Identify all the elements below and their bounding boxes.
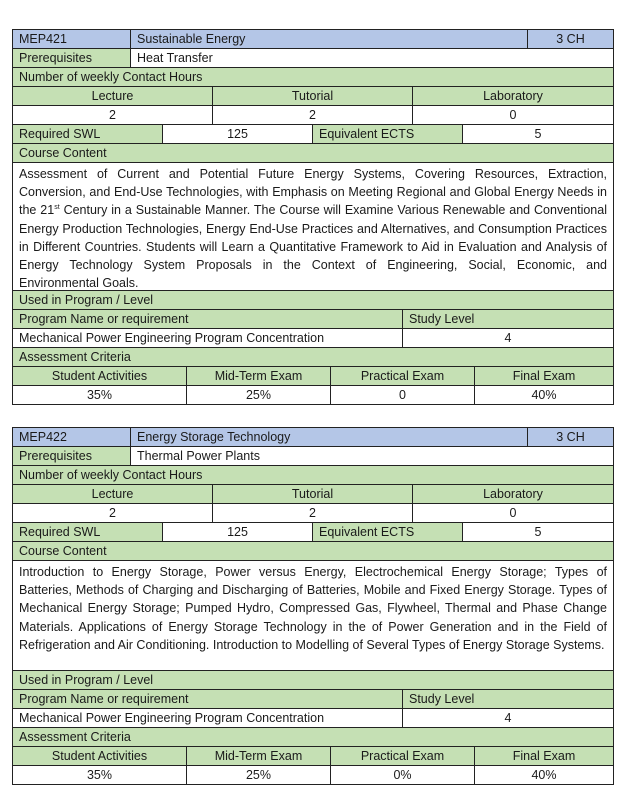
course-title: Energy Storage Technology xyxy=(131,428,528,446)
weight-student-activities: 35% xyxy=(13,766,187,784)
program-name-label: Program Name or requirement xyxy=(13,690,403,708)
criterion-midterm: Mid-Term Exam xyxy=(187,747,331,765)
weight-student-activities: 35% xyxy=(13,386,187,404)
program-values-row xyxy=(13,709,613,728)
lecture-label: Lecture xyxy=(13,87,213,105)
criterion-student-activities: Student Activities xyxy=(13,367,187,385)
used-in-program-label: Used in Program / Level xyxy=(19,293,154,307)
prerequisites-row xyxy=(13,447,613,466)
prerequisites-label: Prerequisites xyxy=(13,447,131,465)
swl-value: 125 xyxy=(163,125,313,143)
laboratory-label: Laboratory xyxy=(483,89,543,103)
criterion-midterm: Mid-Term Exam xyxy=(187,367,331,385)
used-in-program-header xyxy=(13,671,613,690)
contact-hours-label: Number of weekly Contact Hours xyxy=(19,468,203,482)
program-name: Mechanical Power Engineering Program Concentration xyxy=(13,329,403,347)
course-content-header xyxy=(13,542,613,561)
course-header-row xyxy=(13,428,613,447)
ects-label: Equivalent ECTS xyxy=(313,523,463,541)
contact-hours-labels-row xyxy=(13,87,613,106)
weight-final: 40% xyxy=(531,768,557,782)
lecture-hours: 2 xyxy=(13,106,213,124)
course-table-mep422 xyxy=(12,427,614,785)
criterion-practical: Practical Exam xyxy=(331,747,475,765)
course-code: MEP421 xyxy=(13,30,131,48)
contact-hours-label: Number of weekly Contact Hours xyxy=(19,70,203,84)
assessment-weights-row xyxy=(13,386,613,405)
course-title: Sustainable Energy xyxy=(131,30,528,48)
content-part-1: Introduction to Energy Storage, Power versus Energy, Electrochemical Energy Storage; Types of Batteries, Methods of Charging and Discharging of Batteries, Mobile and Fixed Energy Storage. Types of Mechanical Energy Storage; Pumped Hydro, Compressed Gas, Flywheel, Thermal and Phase Change Materials. Applications of Energy Storage Technology in the of Power Generation and in the Field of Refrigeration and Air Conditioning. Introduction to Modelling of Several Types of Energy Storage Systems. xyxy=(19,565,607,652)
contact-hours-values-row xyxy=(13,106,613,125)
ects-label: Equivalent ECTS xyxy=(313,125,463,143)
content-part-2: Century in a Sustainable Manner. The Course will Examine Various Renewable and Conventional Energy Production Technologies, Energy End-Use Practices and Alternatives, and Consumption Practices in Different Countries. Students will Learn a Quantitative Framework to Aid in Evaluation and Analysis of Energy Technology System Proposals in the Context of Engineering, Social, Economic, and Environmental Goals. xyxy=(19,203,607,291)
prerequisites-value: Heat Transfer xyxy=(131,49,613,67)
contact-hours-header xyxy=(13,68,613,87)
ects-value: 5 xyxy=(463,523,613,541)
course-content-label: Course Content xyxy=(19,146,107,160)
criterion-practical: Practical Exam xyxy=(331,367,475,385)
weight-midterm: 25% xyxy=(187,766,331,784)
assessment-label: Assessment Criteria xyxy=(19,730,131,744)
ects-value: 5 xyxy=(463,125,613,143)
criterion-student-activities: Student Activities xyxy=(13,747,187,765)
course-content-text xyxy=(13,163,613,291)
course-content-label: Course Content xyxy=(19,544,107,558)
lecture-label: Lecture xyxy=(13,485,213,503)
course-content-text xyxy=(13,561,613,671)
content-superscript: st xyxy=(54,204,60,212)
tutorial-hours: 2 xyxy=(213,106,413,124)
laboratory-hours: 0 xyxy=(509,108,517,122)
contact-hours-header xyxy=(13,466,613,485)
weight-practical: 0% xyxy=(331,766,475,784)
course-content-header xyxy=(13,144,613,163)
program-labels-row xyxy=(13,310,613,329)
course-code: MEP422 xyxy=(13,428,131,446)
swl-label: Required SWL xyxy=(13,125,163,143)
swl-label: Required SWL xyxy=(13,523,163,541)
assessment-header xyxy=(13,728,613,747)
used-in-program-header xyxy=(13,291,613,310)
assessment-criteria-row xyxy=(13,747,613,766)
prerequisites-label: Prerequisites xyxy=(13,49,131,67)
course-header-row xyxy=(13,30,613,49)
prerequisites-value: Thermal Power Plants xyxy=(131,447,613,465)
used-in-program-label: Used in Program / Level xyxy=(19,673,154,687)
content-part-1: Assessment of Current and Potential Future Energy Systems, Covering Resources, Extraction, Conversion, and End-Use Technologies, with Emphasis on Meeting Regional and Global Energy Needs in the 21 xyxy=(19,167,607,218)
credit-hours: 3 CH xyxy=(556,32,585,46)
lecture-hours: 2 xyxy=(13,504,213,522)
swl-ects-row xyxy=(13,125,613,144)
swl-ects-row xyxy=(13,523,613,542)
assessment-criteria-row xyxy=(13,367,613,386)
assessment-header xyxy=(13,348,613,367)
program-labels-row xyxy=(13,690,613,709)
tutorial-hours: 2 xyxy=(213,504,413,522)
study-level: 4 xyxy=(504,331,512,345)
study-level-label: Study Level xyxy=(409,692,475,706)
contact-hours-labels-row xyxy=(13,485,613,504)
swl-value: 125 xyxy=(163,523,313,541)
criterion-final: Final Exam xyxy=(512,369,576,383)
assessment-label: Assessment Criteria xyxy=(19,350,131,364)
tutorial-label: Tutorial xyxy=(213,485,413,503)
weight-midterm: 25% xyxy=(187,386,331,404)
weight-final: 40% xyxy=(531,388,557,402)
assessment-weights-row xyxy=(13,766,613,785)
weight-practical: 0 xyxy=(331,386,475,404)
criterion-final: Final Exam xyxy=(512,749,576,763)
study-level: 4 xyxy=(504,711,512,725)
credit-hours: 3 CH xyxy=(556,430,585,444)
program-values-row xyxy=(13,329,613,348)
laboratory-label: Laboratory xyxy=(483,487,543,501)
program-name: Mechanical Power Engineering Program Concentration xyxy=(13,709,403,727)
laboratory-hours: 0 xyxy=(509,506,517,520)
tutorial-label: Tutorial xyxy=(213,87,413,105)
study-level-label: Study Level xyxy=(409,312,475,326)
program-name-label: Program Name or requirement xyxy=(13,310,403,328)
prerequisites-row xyxy=(13,49,613,68)
course-table-mep421 xyxy=(12,29,614,405)
contact-hours-values-row xyxy=(13,504,613,523)
